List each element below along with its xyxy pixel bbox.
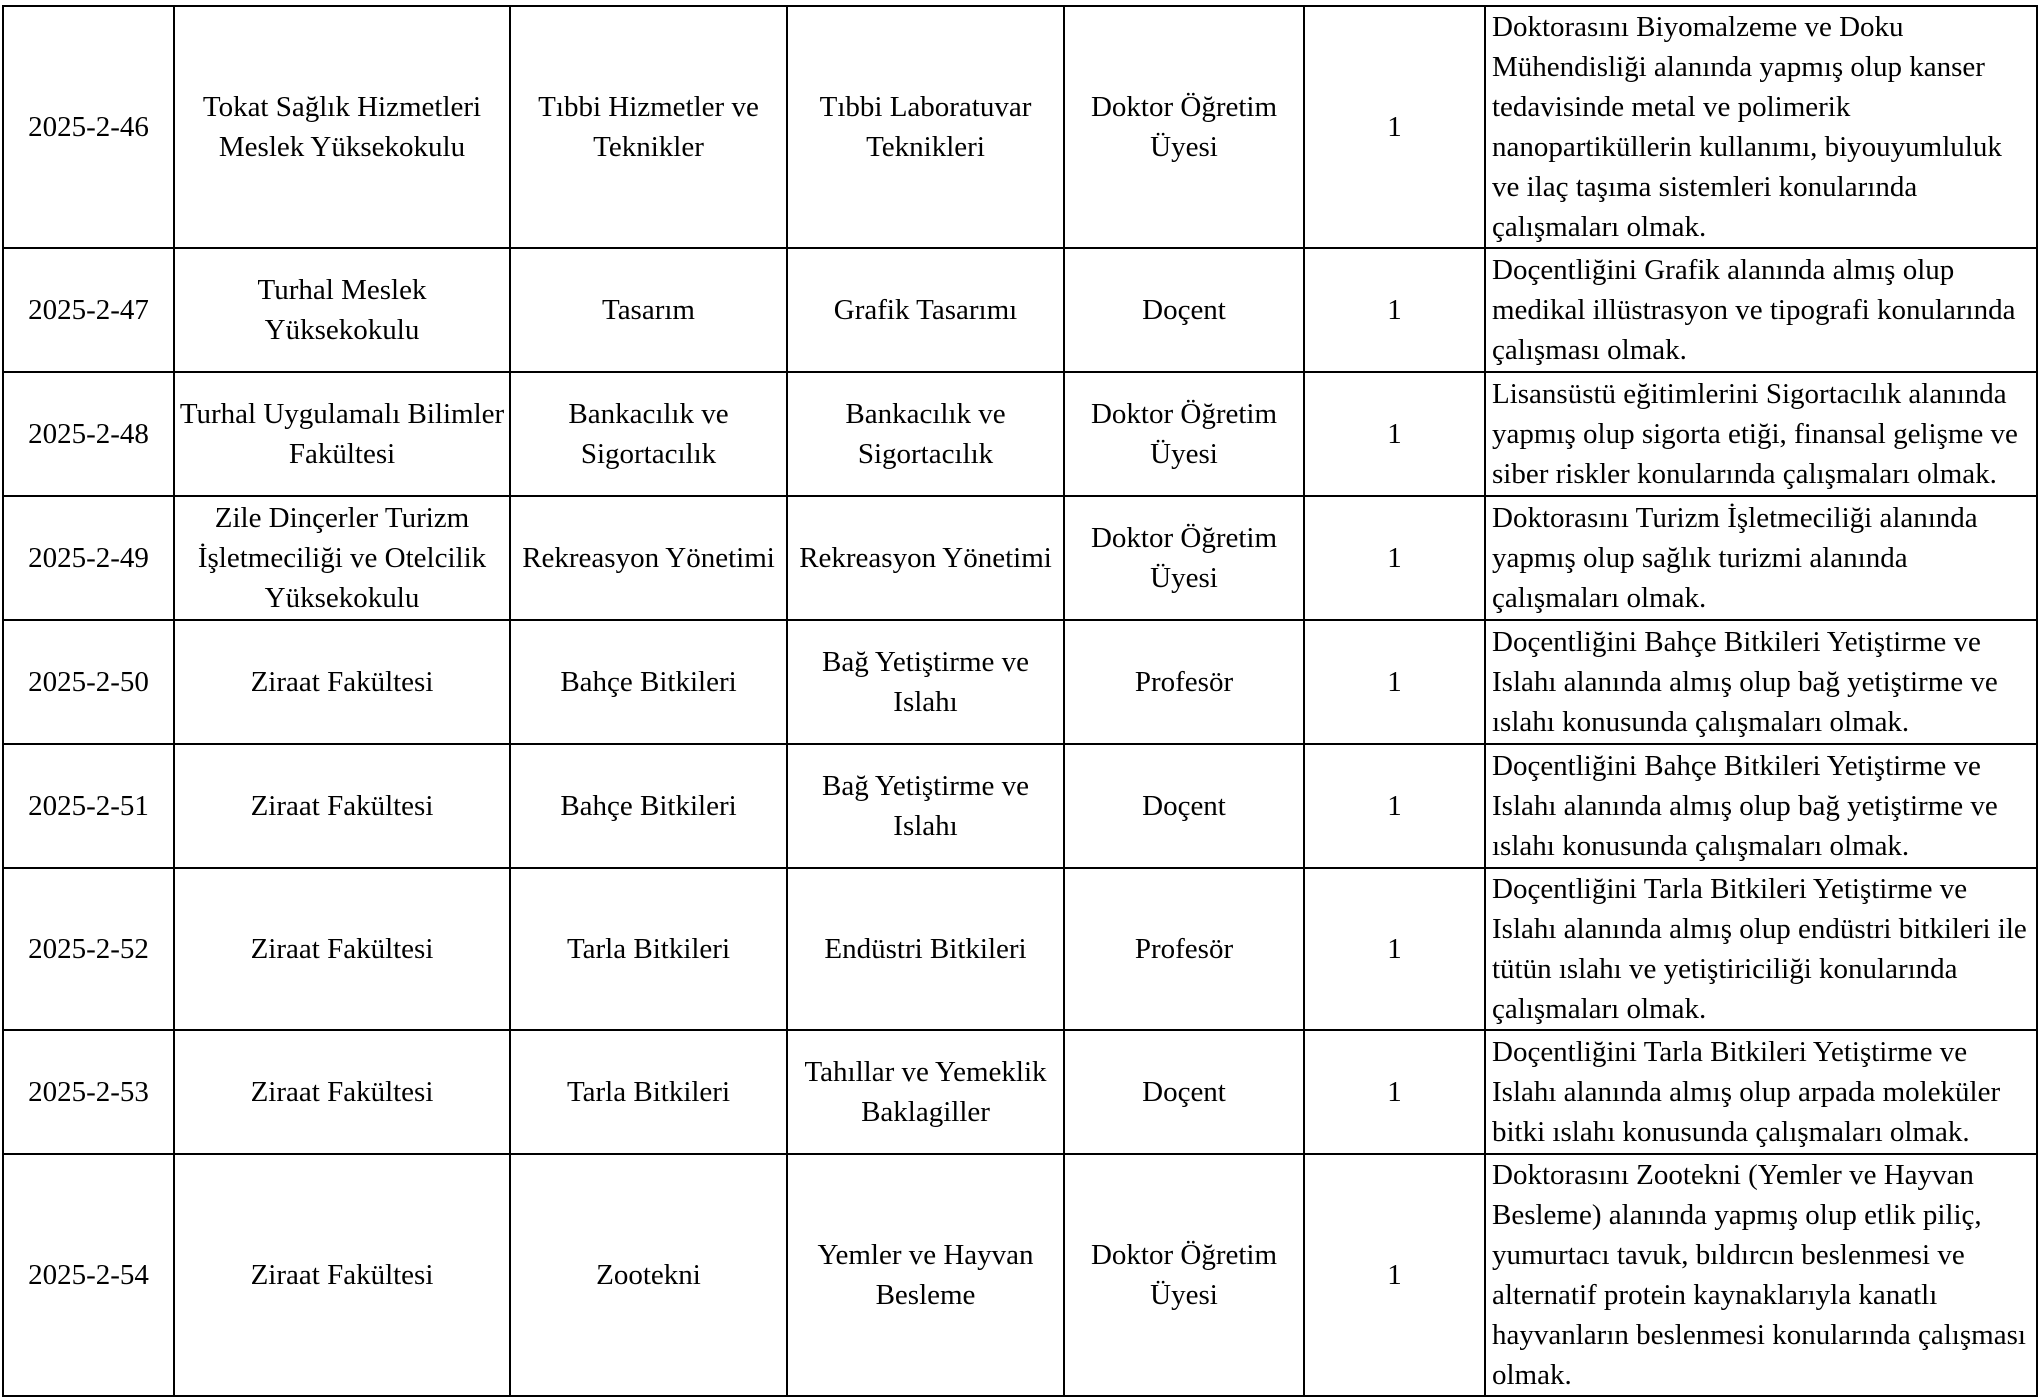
academic-title-cell: Profesör [1064,868,1304,1030]
unit-cell: Zile Dinçerler Turizm İşletmeciliği ve Otelcilik Yüksekokulu [174,496,510,620]
program-cell: Yemler ve Hayvan Besleme [787,1154,1064,1396]
announcement-code-cell: 2025-2-46 [3,6,174,248]
program-cell: Tahıllar ve Yemeklik Baklagiller [787,1030,1064,1154]
unit-cell: Ziraat Fakültesi [174,868,510,1030]
academic-title-cell: Doçent [1064,744,1304,868]
academic-title-cell: Doktor Öğretim Üyesi [1064,1154,1304,1396]
announcement-code-cell: 2025-2-52 [3,868,174,1030]
academic-title-cell: Doktor Öğretim Üyesi [1064,6,1304,248]
academic-title-cell: Doçent [1064,1030,1304,1154]
program-cell: Bağ Yetiştirme ve Islahı [787,620,1064,744]
department-cell: Tıbbi Hizmetler ve Teknikler [510,6,787,248]
table-row [3,1154,2037,1396]
unit-cell: Turhal Uygulamalı Bilimler Fakültesi [174,372,510,496]
position-count-cell: 1 [1304,6,1485,248]
table-row [3,620,2037,744]
unit-cell: Tokat Sağlık Hizmetleri Meslek Yüksekokulu [174,6,510,248]
table-row [3,744,2037,868]
department-cell: Bankacılık ve Sigortacılık [510,372,787,496]
table-row [3,6,2037,248]
table-row [3,248,2037,372]
announcement-code-cell: 2025-2-50 [3,620,174,744]
unit-cell: Turhal Meslek Yüksekokulu [174,248,510,372]
positions-table [2,5,2038,1397]
position-count-cell: 1 [1304,248,1485,372]
announcement-code-cell: 2025-2-47 [3,248,174,372]
program-cell: Tıbbi Laboratuvar Teknikleri [787,6,1064,248]
announcement-code-cell: 2025-2-49 [3,496,174,620]
qualification-cell: Doçentliğini Tarla Bitkileri Yetiştirme ve Islahı alanında almış olup endüstri bitkileri ile tütün ıslahı ve yetiştiriciliği konularında çalışmaları olmak. [1485,868,2037,1030]
announcement-code-cell: 2025-2-51 [3,744,174,868]
position-count-cell: 1 [1304,372,1485,496]
academic-title-cell: Profesör [1064,620,1304,744]
table-row [3,496,2037,620]
department-cell: Bahçe Bitkileri [510,744,787,868]
unit-cell: Ziraat Fakültesi [174,744,510,868]
table-row [3,1030,2037,1154]
unit-cell: Ziraat Fakültesi [174,1154,510,1396]
program-cell: Grafik Tasarımı [787,248,1064,372]
table-row [3,372,2037,496]
qualification-cell: Doçentliğini Bahçe Bitkileri Yetiştirme ve Islahı alanında almış olup bağ yetiştirme ve ıslahı konusunda çalışmaları olmak. [1485,744,2037,868]
department-cell: Tarla Bitkileri [510,1030,787,1154]
qualification-cell: Doktorasını Biyomalzeme ve Doku Mühendisliği alanında yapmış olup kanser tedavisinde metal ve polimerik nanopartiküllerin kullanımı, biyouyumluluk ve ilaç taşıma sistemleri konularında çalışmaları olmak. [1485,6,2037,248]
program-cell: Endüstri Bitkileri [787,868,1064,1030]
qualification-cell: Doçentliğini Grafik alanında almış olup medikal illüstrasyon ve tipografi konularında çalışması olmak. [1485,248,2037,372]
position-count-cell: 1 [1304,744,1485,868]
program-cell: Bağ Yetiştirme ve Islahı [787,744,1064,868]
position-count-cell: 1 [1304,1030,1485,1154]
announcement-code-cell: 2025-2-48 [3,372,174,496]
academic-title-cell: Doktor Öğretim Üyesi [1064,372,1304,496]
qualification-cell: Doçentliğini Bahçe Bitkileri Yetiştirme ve Islahı alanında almış olup bağ yetiştirme ve ıslahı konusunda çalışmaları olmak. [1485,620,2037,744]
qualification-cell: Lisansüstü eğitimlerini Sigortacılık alanında yapmış olup sigorta etiği, finansal gelişme ve siber riskler konularında çalışmaları olmak. [1485,372,2037,496]
position-count-cell: 1 [1304,496,1485,620]
qualification-cell: Doktorasını Zootekni (Yemler ve Hayvan Besleme) alanında yapmış olup etlik piliç, yumurtacı tavuk, bıldırcın beslenmesi ve alternatif protein kaynaklarıyla kanatlı hayvanların beslenmesi konularında çalışması olmak. [1485,1154,2037,1396]
qualification-cell: Doçentliğini Tarla Bitkileri Yetiştirme ve Islahı alanında almış olup arpada moleküler bitki ıslahı konusunda çalışmaları olmak. [1485,1030,2037,1154]
program-cell: Rekreasyon Yönetimi [787,496,1064,620]
position-count-cell: 1 [1304,620,1485,744]
program-cell: Bankacılık ve Sigortacılık [787,372,1064,496]
unit-cell: Ziraat Fakültesi [174,620,510,744]
department-cell: Tasarım [510,248,787,372]
qualification-cell: Doktorasını Turizm İşletmeciliği alanında yapmış olup sağlık turizmi alanında çalışmaları olmak. [1485,496,2037,620]
table-row [3,868,2037,1030]
unit-cell: Ziraat Fakültesi [174,1030,510,1154]
announcement-code-cell: 2025-2-54 [3,1154,174,1396]
position-count-cell: 1 [1304,868,1485,1030]
department-cell: Bahçe Bitkileri [510,620,787,744]
department-cell: Rekreasyon Yönetimi [510,496,787,620]
position-count-cell: 1 [1304,1154,1485,1396]
announcement-code-cell: 2025-2-53 [3,1030,174,1154]
academic-title-cell: Doktor Öğretim Üyesi [1064,496,1304,620]
department-cell: Tarla Bitkileri [510,868,787,1030]
academic-title-cell: Doçent [1064,248,1304,372]
department-cell: Zootekni [510,1154,787,1396]
